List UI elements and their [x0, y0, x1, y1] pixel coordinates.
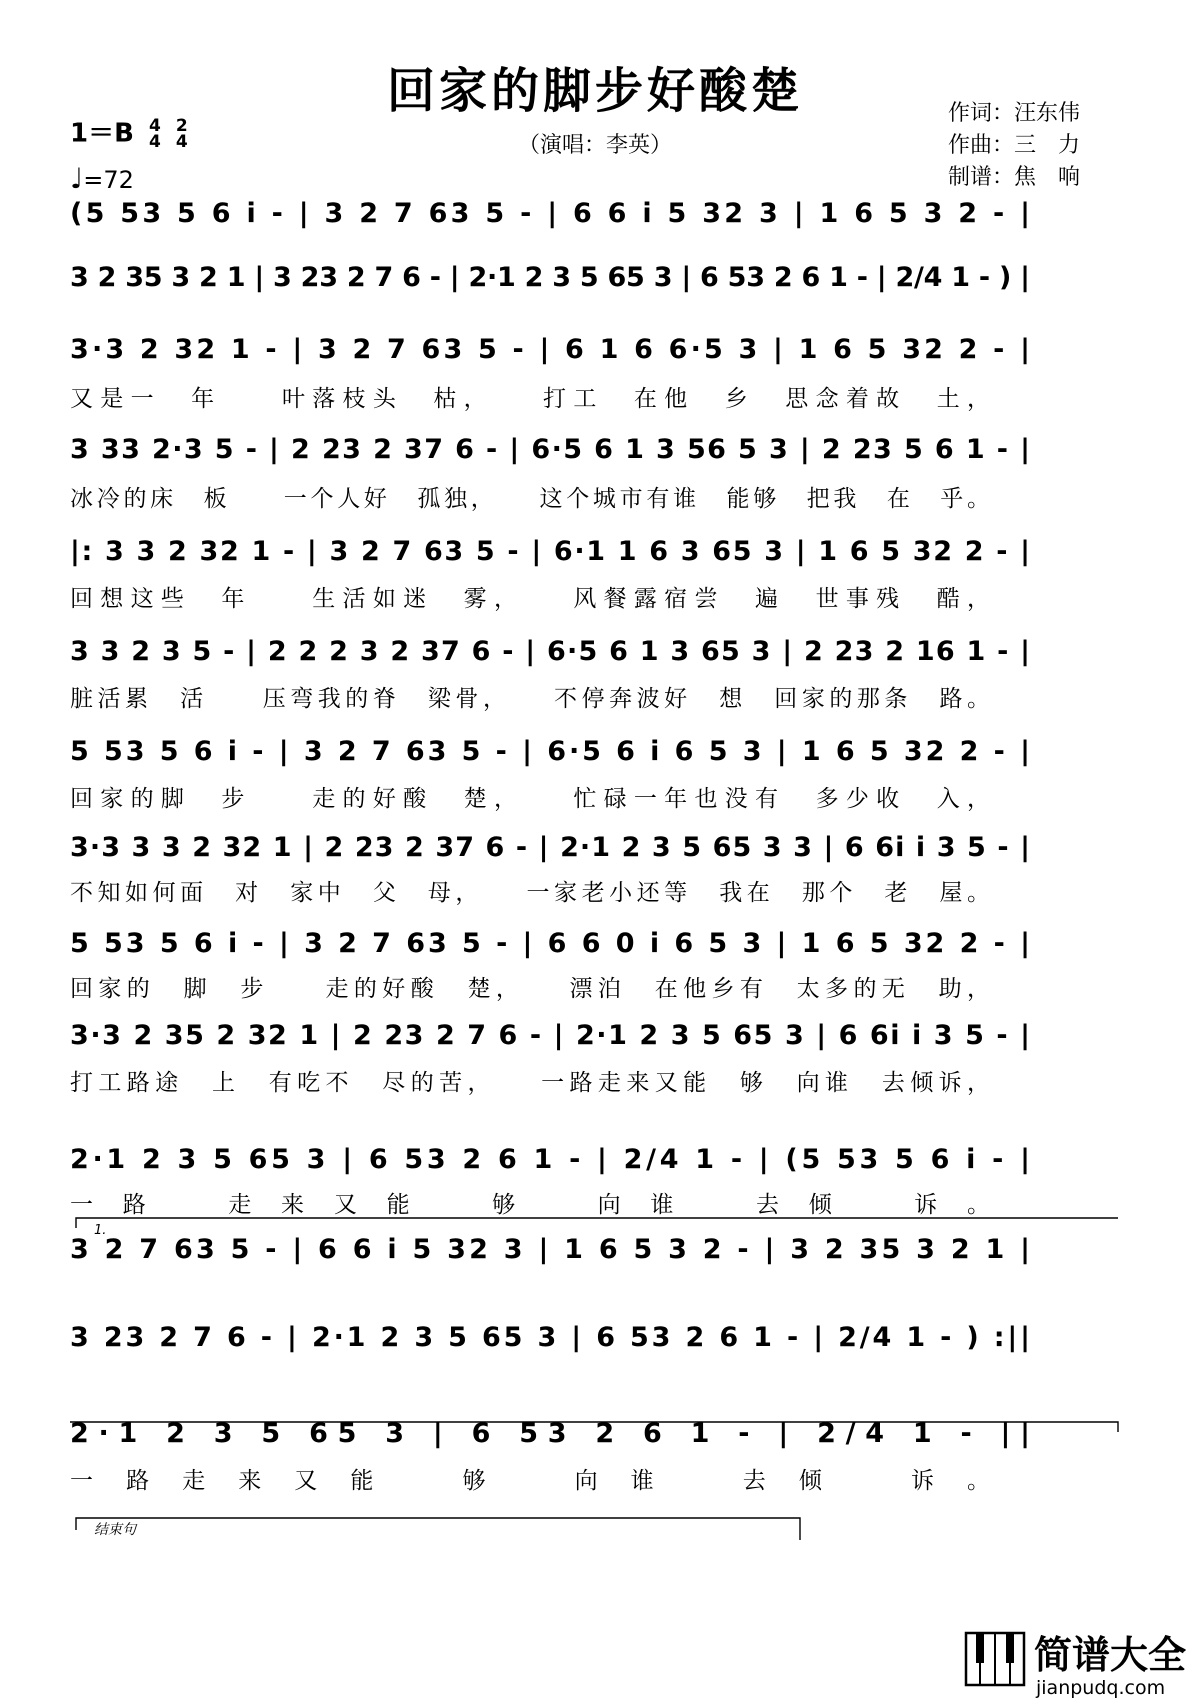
lyrics-line-3: 又是一 年 叶落枝头 枯， 打工 在他 乡 思念着故 土， — [70, 386, 991, 412]
score-rows — [70, 198, 1030, 1494]
lyrics-line-14: 一路走来又能 够 向谁 去倾 诉。 — [70, 1468, 990, 1494]
lyrics-line-5: 回想这些 年 生活如迷 雾， 风餐露宿尝 遍 世事残 酷， — [70, 586, 991, 612]
notation-line-11: 2·1 2 3 5 65 3 | 6 53 2 6 1 - | 2/4 1 - | (5 53 5 6 i - | — [70, 1144, 1030, 1175]
notation-line-12: 3 2 7 63 5 - | 6 6 i 5 32 3 | 1 6 5 3 2 - | 3 2 35 3 2 1 | — [70, 1234, 1030, 1265]
lyrics-line-11: 一路 走来又能 够 向谁 去倾 诉。 — [70, 1192, 990, 1218]
tempo-marking: ♩=72 — [70, 162, 134, 195]
watermark-url: jianpudq.com — [1036, 1677, 1166, 1699]
notation-line-6: 3 3 2 3 5 - | 2 2 2 3 2 37 6 - | 6·5 6 1 3 65 3 | 2 23 2 16 1 - | — [70, 636, 1030, 667]
lyricist-credit: 作词：汪东伟 — [948, 101, 1081, 126]
notation-line-9: 5 53 5 6 i - | 3 2 7 63 5 - | 6 6 0 i 6 5 3 | 1 6 5 32 2 - | — [70, 928, 1030, 959]
notation-line-13: 3 23 2 7 6 - | 2·1 2 3 5 65 3 | 6 53 2 6 1 - | 2/4 1 - ) :|| — [70, 1322, 1030, 1353]
song-title: 回家的脚步好酸楚 — [386, 63, 803, 119]
notation-line-7: 5 53 5 6 i - | 3 2 7 63 5 - | 6·5 6 i 6 5 3 | 1 6 5 32 2 - | — [70, 736, 1030, 767]
watermark-name: 简谱大全 — [1034, 1633, 1187, 1677]
notation-line-10: 3·3 2 35 2 32 1 | 2 23 2 7 6 - | 2·1 2 3 5 65 3 | 6 6i i 3 5 - | — [70, 1020, 1030, 1051]
notation-line-14: 2·1 2 3 5 65 3 | 6 53 2 6 1 - | 2/4 1 - || — [70, 1418, 1030, 1449]
ending-1-label: 1. — [94, 1223, 107, 1238]
coda-bracket — [76, 1518, 800, 1540]
time-signature-2: 2 4 — [175, 116, 188, 152]
key-label: 1＝B — [70, 118, 134, 149]
lyrics-line-8: 不知如何面 对 家中 父 母， 一家老小还等 我在 那个 老 屋。 — [70, 880, 990, 906]
lyrics-line-7: 回家的脚 步 走的好酸 楚， 忙碌一年也没有 多少收 入， — [70, 786, 991, 812]
singer-credit: （演唱：李英） — [517, 133, 672, 158]
watermark — [966, 1633, 1186, 1699]
lyrics-line-4: 冰冷的床 板 一个人好 孤独， 这个城市有谁 能够 把我 在 乎。 — [70, 486, 990, 512]
lyrics-line-9: 回家的 脚 步 走的好酸 楚， 漂泊 在他乡有 太多的无 助， — [70, 976, 990, 1002]
notation-line-8: 3·3 3 3 2 32 1 | 2 23 2 37 6 - | 2·1 2 3 5 65 3 3 | 6 6i i 3 5 - | — [70, 832, 1030, 863]
lyrics-line-6: 脏活累 活 压弯我的脊 梁骨， 不停奔波好 想 回家的那条 路。 — [70, 686, 990, 712]
lyrics-line-10: 打工路途 上 有吃不 尽的苦， 一路走来又能 够 向谁 去倾诉， — [70, 1070, 990, 1096]
composer-credit: 作曲：三 力 — [948, 133, 1081, 158]
time-signature-1: 4 4 — [148, 116, 161, 152]
coda-label: 结束句 — [94, 1522, 136, 1538]
notation-line-1: (5 53 5 6 i - | 3 2 7 63 5 - | 6 6 i 5 32 3 | 1 6 5 3 2 - | — [70, 198, 1030, 229]
notation-line-3: 3·3 2 32 1 - | 3 2 7 63 5 - | 6 1 6 6·5 3 | 1 6 5 32 2 - | — [70, 334, 1030, 365]
notation-line-4: 3 33 2·3 5 - | 2 23 2 37 6 - | 6·5 6 1 3 56 5 3 | 2 23 5 6 1 - | — [70, 434, 1030, 465]
notation-line-5: |: 3 3 2 32 1 - | 3 2 7 63 5 - | 6·1 1 6 3 65 3 | 1 6 5 32 2 - | — [70, 536, 1030, 567]
notation-line-2: 3 2 35 3 2 1 | 3 23 2 7 6 - | 2·1 2 3 5 65 3 | 6 53 2 6 1 - | 2/4 1 - ) | — [70, 262, 1030, 293]
piano-keys-icon — [966, 1633, 1024, 1685]
transcriber-credit: 制谱：焦 响 — [948, 165, 1081, 190]
quarter-note-icon: ♩ — [70, 162, 84, 195]
